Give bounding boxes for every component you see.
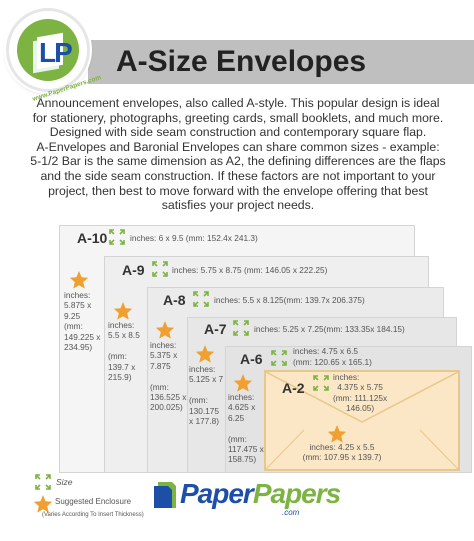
star-icon [233, 373, 253, 393]
enclosure-a7 [189, 364, 223, 426]
description-line: for stationery, photographs, greeting cards, small booklets, and much more. [32, 110, 444, 125]
description-line: project, then best to move forward with the envelope offering that best [48, 183, 428, 198]
brand-logo [152, 478, 341, 524]
enclosure-line: inches: [228, 392, 255, 402]
enclosure-line: 6.25 [228, 412, 245, 423]
description-line: and the side seam construction. If these factors are not important to your [40, 168, 436, 183]
legend-size-icon [35, 474, 51, 490]
size-a8: inches: 5.5 x 8.125(mm: 139.7x 206.375) [214, 295, 365, 305]
brand-name-part1: Paper [180, 478, 253, 509]
star-icon [195, 344, 215, 364]
star-icon [327, 424, 347, 444]
size-icon [109, 229, 125, 245]
enclosure-a6 [228, 392, 264, 465]
enclosure-a9 [108, 320, 140, 382]
logo-url: www.PaperPapers.com [31, 74, 102, 103]
enclosure-line: (mm: [150, 381, 169, 392]
enclosure-line: 158.75) [228, 454, 257, 465]
label-a6: A-6 [240, 351, 263, 367]
legend-size-label: Size [56, 477, 73, 487]
star-icon [155, 320, 175, 340]
enclosure-line: 200.025) [150, 402, 183, 413]
logo-letters: LP [39, 37, 71, 68]
size-a2-line: (mm: 111.125x [333, 392, 388, 403]
size-a6 [293, 346, 372, 367]
enclosure-line: x 177.8) [189, 416, 219, 427]
label-a2: A-2 [282, 380, 305, 396]
enclosure-line: 117.475 x [228, 444, 264, 455]
enclosure-line [189, 385, 223, 395]
size-a2 [333, 372, 387, 414]
enclosure-a8 [150, 340, 186, 413]
enclosure-line: 149.225 x [64, 331, 101, 342]
size-a10: inches: 6 x 9.5 (mm: 152.4x 241.3) [130, 233, 258, 243]
enclosure-line [150, 371, 186, 381]
enclosure-line: (mm: 107.95 x 139.7) [302, 452, 382, 463]
enclosure-line: 5.875 x [64, 300, 92, 311]
size-a7: inches: 5.25 x 7.25(mm: 133.35x 184.15) [254, 324, 405, 334]
size-a2-line: 146.05) [345, 403, 375, 414]
enclosure-a2 [297, 442, 387, 463]
enclosure-line: inches: [108, 320, 135, 330]
legend-enclosure-label: Suggested Enclosure [55, 497, 132, 506]
enclosure-line: (mm: [189, 395, 208, 406]
enclosure-line: inches: [189, 364, 216, 374]
size-icon [271, 350, 287, 366]
paperpapers-logo [6, 8, 102, 103]
enclosure-line [108, 341, 140, 351]
star-icon [113, 301, 133, 321]
brand-suffix: .com [282, 508, 300, 517]
star-icon [69, 270, 89, 290]
label-a9: A-9 [122, 262, 145, 278]
description-line: Announcement envelopes, also called A-style. This popular design is ideal [36, 96, 440, 110]
label-a8: A-8 [163, 292, 186, 308]
brand-name [180, 478, 340, 510]
size-icon [193, 291, 209, 307]
size-icon [233, 320, 249, 336]
enclosure-line: (mm: [64, 321, 83, 332]
size-icon [313, 375, 329, 391]
description-line: 5-1/2 Bar is the same dimension as A2, the defining differences are the flaps [30, 154, 446, 169]
enclosure-line [228, 423, 264, 433]
enclosure-line: 215.9) [108, 372, 132, 383]
description [18, 96, 458, 213]
enclosure-line: inches: [64, 290, 91, 300]
enclosure-line: (mm: [108, 351, 127, 362]
enclosure-line: inches: [150, 340, 177, 350]
enclosure-line: 130.175 [189, 405, 219, 416]
size-a6-line: inches: 4.75 x 6.5 [293, 346, 359, 356]
label-a10: A-10 [77, 230, 108, 246]
size-a9: inches: 5.75 x 8.75 (mm: 146.05 x 222.25) [172, 265, 328, 275]
enclosure-line: 5.375 x [150, 350, 178, 361]
size-a6-line: (mm: 120.65 x 165.1) [293, 356, 372, 367]
enclosure-line: 136.525 x [150, 392, 187, 403]
description-line: Designed with side seam construction and contemporary square flap. [49, 125, 427, 140]
legend-enclosure-note: (Varies According To Insert Thickness) [42, 512, 144, 518]
enclosure-line: 5.125 x 7 [189, 374, 224, 385]
size-a2-line: 4.375 x 5.75 [337, 382, 383, 393]
enclosure-line: inches: 4.25 x 5.5 [309, 442, 375, 452]
brand-name-part2: Papers [252, 478, 341, 509]
enclosure-line: 7.875 [150, 360, 171, 371]
brand-mark-icon [152, 480, 178, 510]
enclosure-line: (mm: [228, 433, 247, 444]
enclosure-line: 4.625 x [228, 402, 256, 413]
enclosure-a10 [64, 290, 100, 352]
legend-star-icon [33, 494, 53, 514]
enclosure-line: 5.5 x 8.5 [108, 330, 140, 341]
enclosure-line: 9.25 [64, 310, 81, 321]
enclosure-line: 234.95) [64, 342, 93, 353]
description-line: satisfies your project needs. [161, 198, 315, 213]
description-line: A-Envelopes and Baronial Envelopes can share common sizes - example: [36, 139, 440, 154]
page-title: A-Size Envelopes [116, 45, 367, 78]
label-a7: A-7 [204, 321, 227, 337]
size-icon [152, 261, 168, 277]
size-a2-line: inches: [333, 372, 360, 382]
enclosure-line: 139.7 x [108, 361, 136, 372]
